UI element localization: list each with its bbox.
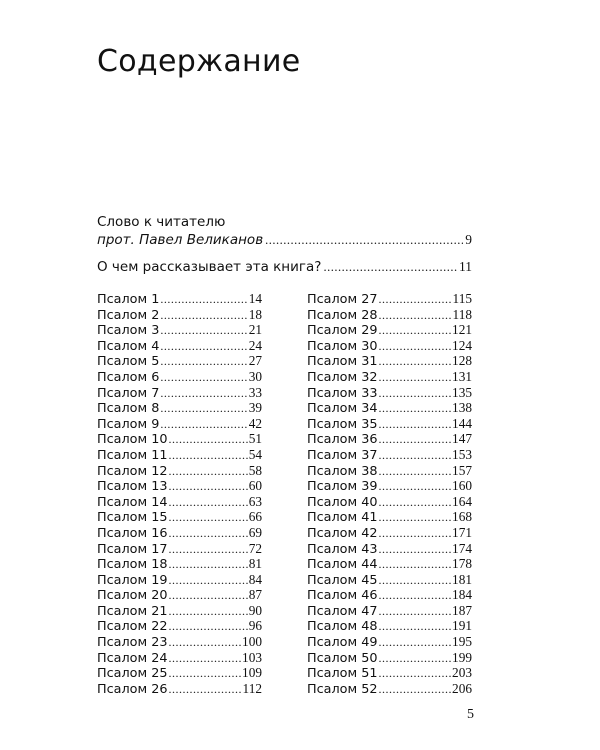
dot-leader: [379, 510, 452, 526]
toc-entry[interactable]: [97, 447, 262, 463]
toc-entry[interactable]: [97, 431, 262, 447]
toc-entry-page: 18: [248, 306, 262, 322]
toc-entry-page: 118: [452, 306, 472, 322]
toc-entry-label: Псалом 38: [307, 463, 378, 479]
dot-leader: [379, 308, 452, 324]
dot-leader: [169, 510, 248, 526]
toc-entry[interactable]: [97, 478, 262, 494]
toc-entry[interactable]: [97, 634, 262, 650]
toc-entry[interactable]: [97, 416, 262, 432]
toc-entry[interactable]: [97, 665, 262, 681]
toc-entry-label: Псалом 8: [97, 401, 160, 417]
toc-entry-page: 147: [452, 431, 472, 447]
toc-entry-label: Псалом 30: [307, 338, 378, 354]
toc-entry[interactable]: [307, 494, 472, 510]
dot-leader: [160, 354, 247, 370]
toc-entry-label: Слово к читателю: [97, 214, 226, 230]
toc-entry-page: 121: [452, 322, 472, 338]
toc-entry-page: 103: [242, 649, 262, 665]
toc-entry[interactable]: [97, 509, 262, 525]
dot-leader: [379, 526, 452, 542]
toc-entry-foreword[interactable]: [97, 213, 472, 249]
dot-leader: [169, 557, 248, 573]
toc-entry-label: Псалом 6: [97, 369, 160, 385]
toc-entry-label: Псалом 13: [97, 479, 168, 495]
toc-entry[interactable]: [307, 572, 472, 588]
dot-leader: [160, 417, 247, 433]
dot-leader: [160, 308, 247, 324]
toc-entry-label: Псалом 16: [97, 525, 168, 541]
dot-leader: [379, 479, 452, 495]
dot-leader: [379, 635, 452, 651]
toc-entry-page: 11: [459, 259, 472, 274]
toc-entry-label: Псалом 42: [307, 525, 378, 541]
toc-entry-label: Псалом 12: [97, 463, 168, 479]
dot-leader: [379, 557, 452, 573]
toc-entry-label: Псалом 24: [97, 650, 168, 666]
toc-entry-page: 27: [248, 353, 262, 369]
toc-entry-label: Псалом 22: [97, 619, 168, 635]
toc-entry-label: Псалом 21: [97, 603, 168, 619]
toc-entry-page: 144: [452, 415, 472, 431]
toc-entry[interactable]: [307, 322, 472, 338]
toc-entry-page: 72: [248, 540, 262, 556]
toc-entry-label: Псалом 46: [307, 588, 378, 604]
toc-entry-page: 164: [452, 493, 472, 509]
toc-entry-page: 168: [452, 509, 472, 525]
toc-entry-page: 30: [248, 368, 262, 384]
toc-entry-page: 81: [248, 556, 262, 572]
toc-entry-page: 124: [452, 337, 472, 353]
toc-column-left: [97, 291, 262, 696]
toc-entry-page: 157: [452, 462, 472, 478]
toc-entry[interactable]: [97, 494, 262, 510]
toc-entry-page: 128: [452, 353, 472, 369]
page-title: Содержание: [97, 44, 301, 80]
toc-entry-page: 96: [248, 618, 262, 634]
toc-entry-page: 138: [452, 400, 472, 416]
toc-entry[interactable]: [97, 291, 262, 307]
toc-entry[interactable]: [307, 541, 472, 557]
toc-entry[interactable]: [307, 307, 472, 323]
dot-leader: [169, 588, 248, 604]
toc-entry-page: 63: [248, 493, 262, 509]
dot-leader: [323, 258, 457, 276]
toc-entry-page: 195: [452, 634, 472, 650]
toc-entry-about-book[interactable]: [97, 258, 472, 276]
toc-entry-label: Псалом 40: [307, 494, 378, 510]
dot-leader: [169, 635, 242, 651]
toc-entry[interactable]: [307, 618, 472, 634]
dot-leader: [169, 542, 248, 558]
toc-entry[interactable]: [307, 587, 472, 603]
toc-entry-title-line: [97, 258, 472, 276]
toc-entry[interactable]: [307, 681, 472, 697]
dot-leader: [379, 588, 452, 604]
dot-leader: [265, 231, 463, 249]
dot-leader: [169, 619, 248, 635]
toc-entry-label: Псалом 15: [97, 510, 168, 526]
toc-entry-label: Псалом 31: [307, 354, 378, 370]
toc-entry-page: 171: [452, 524, 472, 540]
dot-leader: [379, 354, 452, 370]
toc-entry-page: 69: [248, 524, 262, 540]
toc-entry-page: 54: [248, 446, 262, 462]
toc-entry-label: Псалом 34: [307, 401, 378, 417]
toc-entry-page: 42: [248, 415, 262, 431]
dot-leader: [379, 432, 452, 448]
toc-entry-label: Псалом 25: [97, 666, 168, 682]
toc-entry-label: Псалом 47: [307, 603, 378, 619]
dot-leader: [169, 448, 248, 464]
toc-entry[interactable]: [307, 463, 472, 479]
toc-entry-label: Псалом 23: [97, 635, 168, 651]
toc-entry-page: 187: [452, 602, 472, 618]
toc-entry[interactable]: [97, 369, 262, 385]
toc-entry-label: Псалом 37: [307, 447, 378, 463]
dot-leader: [160, 401, 247, 417]
dot-leader: [379, 448, 452, 464]
toc-entry[interactable]: [307, 385, 472, 401]
dot-leader: [379, 339, 452, 355]
dot-leader: [169, 432, 248, 448]
toc-entry-page: 112: [242, 680, 262, 696]
dot-leader: [169, 682, 242, 698]
toc-entry-page: 109: [242, 665, 262, 681]
toc-entry-label: Псалом 20: [97, 588, 168, 604]
toc-entry-label: Псалом 45: [307, 572, 378, 588]
toc-entry-page: 206: [452, 680, 472, 696]
toc-entry-page: 178: [452, 556, 472, 572]
toc-entry-page: 84: [248, 571, 262, 587]
toc-entry[interactable]: [307, 478, 472, 494]
toc-entry-page: 115: [452, 291, 472, 306]
toc-column-right: [307, 291, 472, 696]
toc-entry-page: 60: [248, 478, 262, 494]
toc-entry-page: 66: [248, 509, 262, 525]
toc-entry-page: 203: [452, 665, 472, 681]
dot-leader: [169, 573, 248, 589]
toc-entry-page: 174: [452, 540, 472, 556]
dot-leader: [379, 370, 452, 386]
toc-entry-label: Псалом 28: [307, 307, 378, 323]
toc-entry-label: Псалом 3: [97, 323, 160, 339]
toc-entry-label: Псалом 9: [97, 416, 160, 432]
toc-entry-page: 184: [452, 587, 472, 603]
toc-entry-label: Псалом 18: [97, 557, 168, 573]
toc-entry-page: 181: [452, 571, 472, 587]
toc-entry-label: Псалом 29: [307, 323, 378, 339]
dot-leader: [379, 464, 452, 480]
toc-entry-page: 14: [248, 291, 262, 306]
toc-entry-page: 135: [452, 384, 472, 400]
toc-entry-label: О чем рассказывает эта книга?: [97, 259, 322, 275]
toc-entry[interactable]: [307, 525, 472, 541]
dot-leader: [379, 401, 452, 417]
toc-entry[interactable]: [97, 322, 262, 338]
dot-leader: [160, 292, 247, 308]
toc-entry-label: Псалом 17: [97, 541, 168, 557]
toc-entry-page: 58: [248, 462, 262, 478]
toc-entry-label: Псалом 48: [307, 619, 378, 635]
toc-entry-page: 24: [248, 337, 262, 353]
dot-leader: [160, 370, 247, 386]
dot-leader: [379, 604, 452, 620]
toc-entry-label: Псалом 32: [307, 369, 378, 385]
toc-entry-label: Псалом 44: [307, 557, 378, 573]
dot-leader: [160, 323, 247, 339]
dot-leader: [169, 666, 242, 682]
toc-entry-label: Псалом 41: [307, 510, 378, 526]
toc-entry[interactable]: [307, 665, 472, 681]
toc-entry[interactable]: [97, 385, 262, 401]
toc-entry[interactable]: [307, 509, 472, 525]
toc-entry-page: 191: [452, 618, 472, 634]
toc-entry[interactable]: [97, 541, 262, 557]
toc-entry-page: 33: [248, 384, 262, 400]
dot-leader: [379, 619, 452, 635]
toc-entry-label: Псалом 14: [97, 494, 168, 510]
toc-entry[interactable]: [307, 603, 472, 619]
dot-leader: [169, 464, 248, 480]
dot-leader: [379, 292, 452, 308]
dot-leader: [160, 386, 247, 402]
toc-entry[interactable]: [307, 291, 472, 307]
toc-entry-title-line: [97, 213, 472, 231]
dot-leader: [379, 666, 452, 682]
toc-entry-label: Псалом 51: [307, 666, 378, 682]
dot-leader: [169, 526, 248, 542]
toc-entry-label: Псалом 36: [307, 432, 378, 448]
toc-entry-label: Псалом 35: [307, 416, 378, 432]
dot-leader: [169, 604, 248, 620]
toc-entry[interactable]: [97, 618, 262, 634]
toc-entry[interactable]: [97, 463, 262, 479]
toc-entry[interactable]: [97, 338, 262, 354]
toc-entry-label: Псалом 10: [97, 432, 168, 448]
toc-entry-page: 39: [248, 400, 262, 416]
toc-entry-page: 153: [452, 446, 472, 462]
dot-leader: [379, 495, 452, 511]
dot-leader: [379, 682, 452, 698]
toc-entry-label: Псалом 11: [97, 447, 168, 463]
toc-entry-page: 160: [452, 478, 472, 494]
toc-entry[interactable]: [97, 603, 262, 619]
toc-entry-label: Псалом 49: [307, 635, 378, 651]
toc-entry-page: 199: [452, 649, 472, 665]
toc-entry-page: 21: [248, 322, 262, 338]
toc-entry[interactable]: [97, 525, 262, 541]
toc-entry-label: Псалом 1: [97, 292, 160, 307]
dot-leader: [379, 573, 452, 589]
toc-entry-label: Псалом 43: [307, 541, 378, 557]
toc-entry-page: 87: [248, 587, 262, 603]
toc-entry[interactable]: [97, 556, 262, 572]
toc-entry-label: Псалом 19: [97, 572, 168, 588]
toc-entry-author: прот. Павел Великанов: [97, 232, 264, 248]
dot-leader: [169, 479, 248, 495]
toc-entry[interactable]: [97, 681, 262, 697]
toc-entry-label: Псалом 2: [97, 307, 160, 323]
toc-entry[interactable]: [97, 353, 262, 369]
toc-entry[interactable]: [97, 572, 262, 588]
toc-entry-page: 9: [465, 232, 472, 247]
toc-entry-label: Псалом 52: [307, 681, 378, 697]
toc-entry[interactable]: [97, 587, 262, 603]
toc-entry-label: Псалом 39: [307, 479, 378, 495]
toc-entry[interactable]: [307, 634, 472, 650]
toc-entry-label: Псалом 27: [307, 292, 378, 307]
dot-leader: [160, 339, 247, 355]
dot-leader: [379, 323, 452, 339]
toc-entry-page: 51: [248, 431, 262, 447]
dot-leader: [379, 542, 452, 558]
toc-entry-page: 131: [452, 368, 472, 384]
toc-entry[interactable]: [307, 338, 472, 354]
toc-entry[interactable]: [307, 416, 472, 432]
toc-entry[interactable]: [307, 447, 472, 463]
toc-entry[interactable]: [307, 400, 472, 416]
toc-entry-label: Псалом 7: [97, 385, 160, 401]
toc-entry[interactable]: [97, 400, 262, 416]
toc-entry-page: 100: [242, 634, 262, 650]
dot-leader: [169, 651, 242, 667]
toc-entry[interactable]: [307, 556, 472, 572]
page-number: 5: [467, 707, 474, 722]
toc-entry[interactable]: [307, 369, 472, 385]
toc-entry[interactable]: [307, 431, 472, 447]
toc-entry[interactable]: [307, 650, 472, 666]
dot-leader: [379, 651, 452, 667]
toc-entry[interactable]: [97, 650, 262, 666]
toc-entry[interactable]: [97, 307, 262, 323]
toc-entry-label: Псалом 33: [307, 385, 378, 401]
toc-entry-label: Псалом 26: [97, 681, 168, 697]
toc-entry-label: Псалом 50: [307, 650, 378, 666]
toc-entry-label: Псалом 4: [97, 338, 160, 354]
dot-leader: [379, 386, 452, 402]
toc-entry-author-line: [97, 231, 472, 249]
toc-entry-page: 90: [248, 602, 262, 618]
dot-leader: [169, 495, 248, 511]
dot-leader: [379, 417, 452, 433]
toc-entry-label: Псалом 5: [97, 354, 160, 370]
toc-entry[interactable]: [307, 353, 472, 369]
